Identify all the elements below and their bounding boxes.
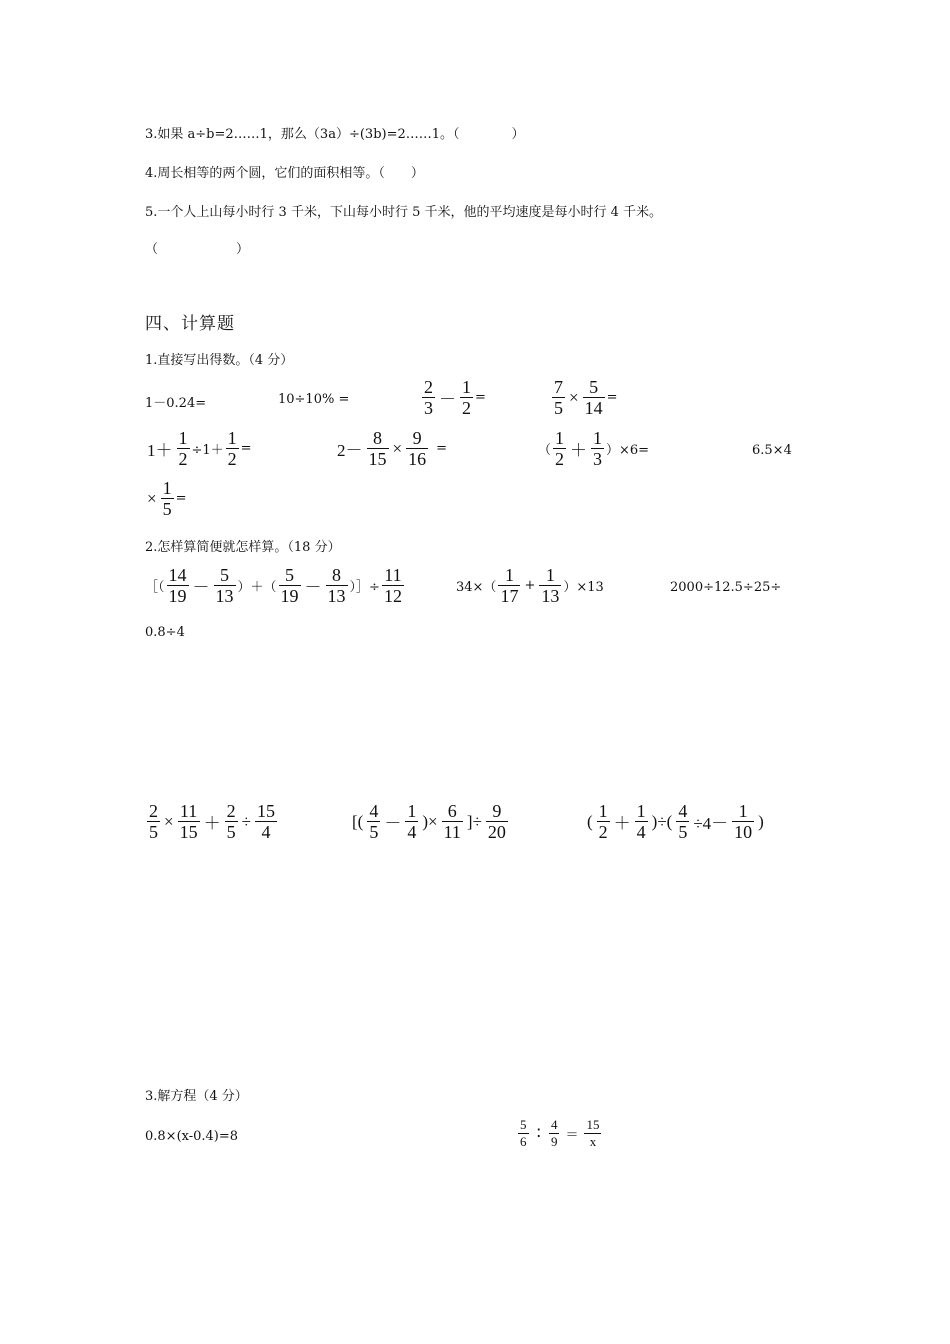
denominator: 15 (368, 449, 387, 470)
q2-item-d: $\frac{2}{5}$ × $\frac{11}{15}$ ＋ $\frac{2}{5}$ ÷ $\frac{15}{4}$ (149, 801, 275, 843)
numerator: 1 (598, 801, 608, 821)
denominator: 2 (462, 398, 471, 419)
numerator: 5 (589, 377, 599, 397)
numerator: 4 (678, 801, 688, 821)
fraction (161, 478, 174, 519)
q3-item-a: 0.8×(x-0.4)=8 (145, 1129, 239, 1144)
numerator: 8 (373, 428, 382, 448)
denominator: 13 (327, 586, 346, 607)
denominator: 3 (593, 449, 603, 470)
denominator: 13 (541, 586, 560, 607)
q1-title: 1.直接写出得数。（4 分） (145, 353, 294, 368)
denominator: 6 (520, 1134, 527, 1149)
q1-item-c: $\frac{2}{3}$ － $\frac{1}{2}$ = (424, 377, 486, 419)
fraction (549, 1117, 560, 1150)
denominator: 12 (383, 586, 402, 607)
fraction (539, 565, 561, 606)
denominator: x (589, 1134, 597, 1149)
fraction (584, 1117, 601, 1150)
denominator: 5 (554, 398, 563, 419)
q2-item-c-line1: 2000÷12.5÷25÷ (670, 580, 782, 595)
denominator: 16 (408, 449, 427, 470)
numerator: 1 (462, 377, 471, 397)
q1-item-d: $\frac{7}{5}$ × $\frac{5}{14}$ = (554, 377, 618, 419)
denominator: 9 (550, 1134, 558, 1149)
numerator: 7 (554, 377, 563, 397)
q1-item-g: （ $\frac{1}{2}$ ＋ $\frac{1}{3}$ ）×6= (538, 428, 650, 470)
numerator: 8 (332, 565, 342, 585)
numerator: 1 (162, 478, 172, 498)
q1-item-f: 2－ $\frac{8}{15}$ × $\frac{9}{16}$ = (337, 428, 447, 470)
denominator: 5 (162, 499, 172, 520)
fraction (635, 801, 648, 842)
numerator: 9 (492, 801, 502, 821)
q1-item-b: 10÷10% = (278, 392, 350, 407)
q2-item-c-line2: 0.8÷4 (145, 625, 185, 640)
denominator: 20 (487, 822, 506, 843)
fraction (442, 801, 463, 842)
numerator: 1 (636, 801, 646, 821)
fraction (422, 377, 435, 418)
fraction (552, 377, 565, 418)
fraction (367, 801, 380, 842)
denominator: 11 (443, 822, 461, 843)
denominator: 15 (179, 822, 198, 843)
fraction (518, 1117, 529, 1150)
fraction (178, 801, 200, 842)
judge-question-4: 4.周长相等的两个圆，它们的面积相等。（ ） (145, 166, 424, 181)
numerator: 9 (412, 428, 422, 448)
denominator: 5 (149, 822, 158, 843)
denominator: 5 (369, 822, 379, 843)
fraction (147, 801, 160, 842)
numerator: 1 (178, 428, 188, 448)
denominator: 5 (226, 822, 236, 843)
denominator: 10 (734, 822, 753, 843)
denominator: 17 (500, 586, 519, 607)
q2-item-b: 34×（ $\frac{1}{17}$ + $\frac{1}{13}$ ）×13 (456, 565, 604, 607)
denominator: 19 (168, 586, 187, 607)
judge-question-5-line2: （ ） (145, 242, 250, 257)
numerator: 5 (520, 1117, 527, 1132)
q2-item-a: ［（ $\frac{14}{19}$ － $\frac{5}{13}$ ）＋（ $\frac{5}{19}$ － $\frac{8}{13}$ ）］÷ $\frac{11}{12}$ (145, 565, 402, 607)
numerator: 11 (384, 565, 402, 585)
fraction (732, 801, 754, 842)
fraction (367, 428, 389, 469)
fraction (597, 801, 610, 842)
fraction (676, 801, 689, 842)
q1-item-h-line2: × $\frac{1}{5}$ = (147, 478, 187, 520)
q2-item-e: [( $\frac{4}{5}$ － $\frac{1}{4}$ )× $\frac{6}{11}$ ]÷ $\frac{9}{20}$ (352, 801, 506, 843)
fraction (486, 801, 508, 842)
denominator: 14 (584, 398, 603, 419)
fraction (255, 801, 277, 842)
numerator: 1 (227, 428, 237, 448)
q1-item-h-line1: 6.5×4 (752, 443, 792, 458)
fraction (226, 428, 239, 469)
denominator: 13 (215, 586, 234, 607)
numerator: 1 (738, 801, 748, 821)
fraction (326, 565, 348, 606)
numerator: 2 (149, 801, 158, 821)
denominator: 2 (227, 449, 237, 470)
denominator: 3 (424, 398, 433, 419)
q1-item-e: 1＋ $\frac{1}{2}$ ÷1＋ $\frac{1}{2}$ = (147, 428, 252, 470)
fraction (498, 565, 520, 606)
q3-title: 3.解方程（4 分） (145, 1089, 248, 1104)
fraction (177, 428, 190, 469)
numerator: 14 (168, 565, 187, 585)
denominator: 19 (280, 586, 299, 607)
denominator: 4 (261, 822, 271, 843)
fraction (405, 801, 418, 842)
denominator: 5 (678, 822, 688, 843)
fraction (279, 565, 301, 606)
numerator: 11 (179, 801, 198, 821)
numerator: 1 (504, 565, 514, 585)
numerator: 1 (407, 801, 417, 821)
q2-item-f: ( $\frac{1}{2}$ ＋ $\frac{1}{4}$ )÷( $\frac{4}{5}$ ÷4－ $\frac{1}{10}$ ) (587, 801, 764, 843)
numerator: 2 (226, 801, 236, 821)
fraction (553, 428, 566, 469)
q1-item-a: 1－0.24= (145, 396, 207, 411)
numerator: 6 (447, 801, 457, 821)
fraction (583, 377, 605, 418)
numerator: 4 (550, 1117, 558, 1132)
q2-title: 2.怎样算简便就怎样算。（18 分） (145, 540, 341, 555)
numerator: 15 (586, 1117, 600, 1132)
numerator: 4 (369, 801, 379, 821)
numerator: 1 (593, 428, 603, 448)
denominator: 4 (636, 822, 646, 843)
fraction (225, 801, 238, 842)
fraction (406, 428, 428, 469)
fraction (214, 565, 236, 606)
denominator: 2 (555, 449, 565, 470)
section-title: 四、计算题 (145, 314, 235, 334)
numerator: 5 (220, 565, 230, 585)
denominator: 2 (178, 449, 188, 470)
fraction (460, 377, 473, 418)
fraction (591, 428, 604, 469)
denominator: 4 (407, 822, 417, 843)
judge-question-3: 3.如果 a÷b=2……1，那么（3a）÷(3b)=2……1。（ ） (145, 127, 525, 142)
numerator: 1 (555, 428, 565, 448)
numerator: 5 (285, 565, 295, 585)
judge-question-5-line1: 5.一个人上山每小时行 3 千米，下山每小时行 5 千米，他的平均速度是每小时行 4 千米。 (145, 205, 663, 220)
numerator: 2 (424, 377, 433, 397)
numerator: 1 (545, 565, 555, 585)
denominator: 2 (598, 822, 608, 843)
numerator: 15 (256, 801, 275, 821)
fraction (167, 565, 189, 606)
q3-item-b: $\frac{5}{6}$ ∶ $\frac{4}{9}$ ＝ $\frac{15}{x}$ (520, 1117, 600, 1149)
fraction (382, 565, 404, 606)
